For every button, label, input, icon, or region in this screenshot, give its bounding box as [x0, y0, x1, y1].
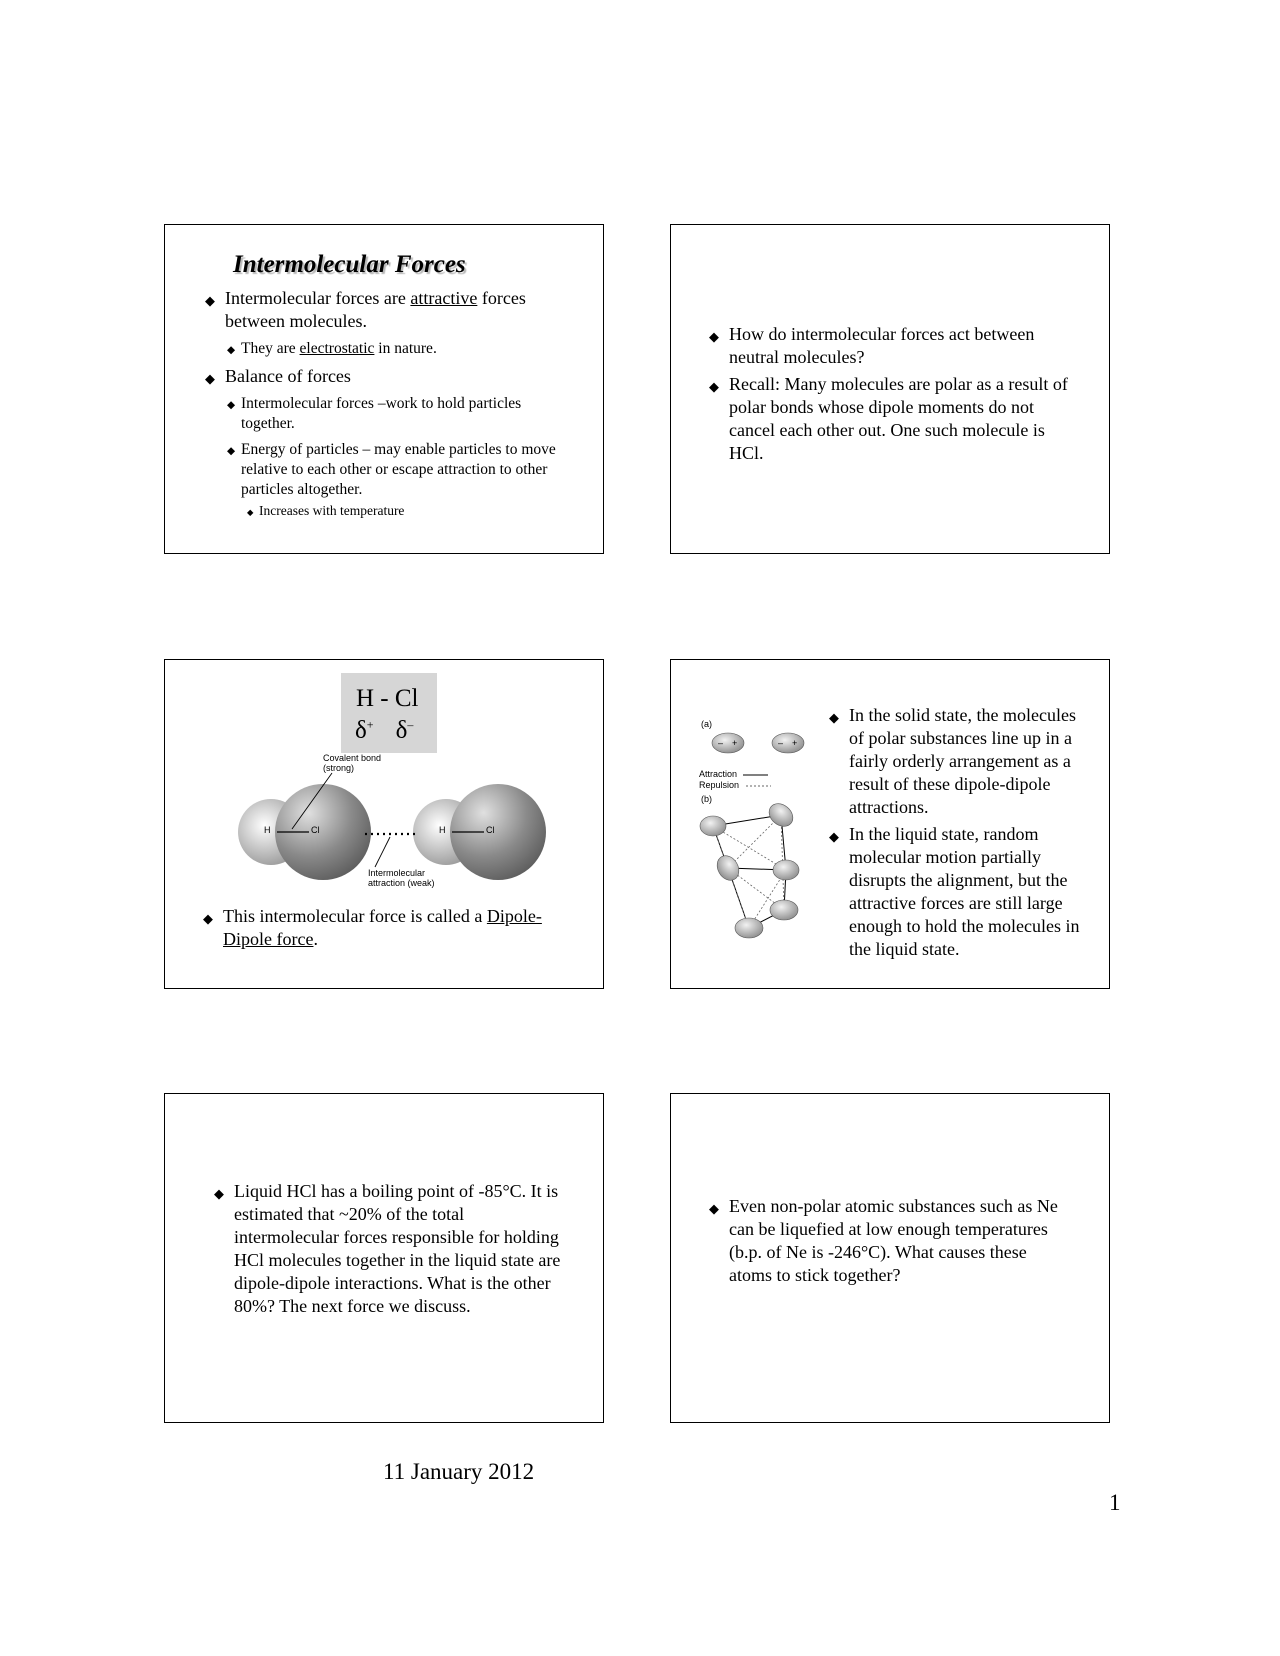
slide-dipole-dipole [164, 659, 604, 989]
formula-h-cl: H - Cl [356, 685, 419, 712]
bullet-list [203, 905, 583, 951]
bullet-list [205, 287, 575, 520]
bullet-list [709, 323, 1079, 465]
underline-dipole-dipole: Dipole-Dipole force [223, 906, 542, 949]
label-h-left: H [264, 825, 271, 835]
slide-liquid-hcl [164, 1093, 604, 1423]
solid-molecule-2 [772, 733, 804, 753]
svg-text:+: + [792, 738, 798, 748]
bullet-list [829, 704, 1093, 961]
label-intermolecular-attraction: Intermolecular attraction (weak) [368, 868, 435, 888]
legend-repulsion: Repulsion [699, 780, 740, 790]
underline-electrostatic: electrostatic [299, 340, 375, 357]
sub-bullet-energy-of-particles: ◆ Energy of particles – may enable particles to move relative to each other or escape attraction to other particles altogether. [227, 440, 575, 500]
solid-molecule-1 [712, 733, 744, 753]
slide-solid-liquid-states [670, 659, 1110, 989]
label-b: (b) [701, 794, 712, 804]
bullet-dipole-dipole-force: ◆ This intermolecular force is called a Dipole-Dipole force. [203, 905, 583, 951]
dipole-arrangement-diagram [671, 660, 816, 989]
bullet-how-do-forces-act: ◆ How do intermolecular forces act between neutral molecules? [709, 323, 1079, 369]
hcl-molecule-left [238, 784, 371, 880]
slide-title: Intermolecular Forces [233, 251, 466, 278]
bullet-liquid-state: ◆ In the liquid state, random molecular motion partially disrupts the alignment, but the attractive forces are still large enough to hold the molecules in the liquid state. [829, 823, 1093, 961]
svg-text:–: – [778, 738, 784, 748]
label-cl-right: Cl [486, 825, 495, 835]
sub-bullet-electrostatic: ◆ They are electrostatic in nature. [227, 339, 575, 359]
bullet-list [214, 1180, 570, 1318]
bullet-attractive-forces: ◆ Intermolecular forces are attractive forces between molecules. [205, 287, 575, 333]
footer-date: 11 January 2012 [383, 1459, 535, 1484]
bullet-recall-polar: ◆ Recall: Many molecules are polar as a result of polar bonds whose dipole moments do not cancel each other out. One such molecule is HCl. [709, 373, 1079, 465]
slide-question [670, 224, 1110, 554]
page-number: 1 [1109, 1490, 1121, 1515]
sub-sub-bullet-temperature: ◆ Increases with temperature [247, 502, 575, 520]
sub-bullet-hold-particles: ◆ Intermolecular forces –work to hold particles together. [227, 394, 575, 434]
legend-attraction: Attraction [699, 769, 738, 779]
underline-attractive: attractive [410, 288, 478, 308]
bullet-solid-state: ◆ In the solid state, the molecules of polar substances line up in a fairly orderly arrangement as a result of these dipole-dipole attractions. [829, 704, 1093, 819]
label-h-right: H [439, 825, 446, 835]
label-covalent-bond: Covalent bond (strong) [323, 753, 382, 773]
bullet-list [709, 1195, 1069, 1287]
bullet-boiling-point-hcl: ◆ Liquid HCl has a boiling point of -85°C. It is estimated that ~20% of the total intermolecular forces responsible for holding HCl molecules together in the liquid state are dipole-dipole interactions. What is the other 80%? The next force we discuss. [214, 1180, 570, 1318]
bullet-balance-of-forces: ◆ Balance of forces [205, 365, 575, 388]
solid-pair [712, 733, 804, 753]
partial-charges: δ+ δ– [355, 717, 414, 744]
intermolecular-pointer [375, 837, 390, 867]
svg-text:+: + [732, 738, 738, 748]
slide-intermolecular-forces [164, 224, 604, 554]
svg-text:–: – [718, 738, 724, 748]
slide-neon [670, 1093, 1110, 1423]
bullet-non-polar-neon: ◆ Even non-polar atomic substances such as Ne can be liquefied at low enough temperatures (b.p. of Ne is -246°C). What causes these atoms to stick together? [709, 1195, 1069, 1287]
hcl-molecule-right [413, 784, 546, 880]
label-cl-left: Cl [311, 825, 320, 835]
label-a: (a) [701, 719, 712, 729]
